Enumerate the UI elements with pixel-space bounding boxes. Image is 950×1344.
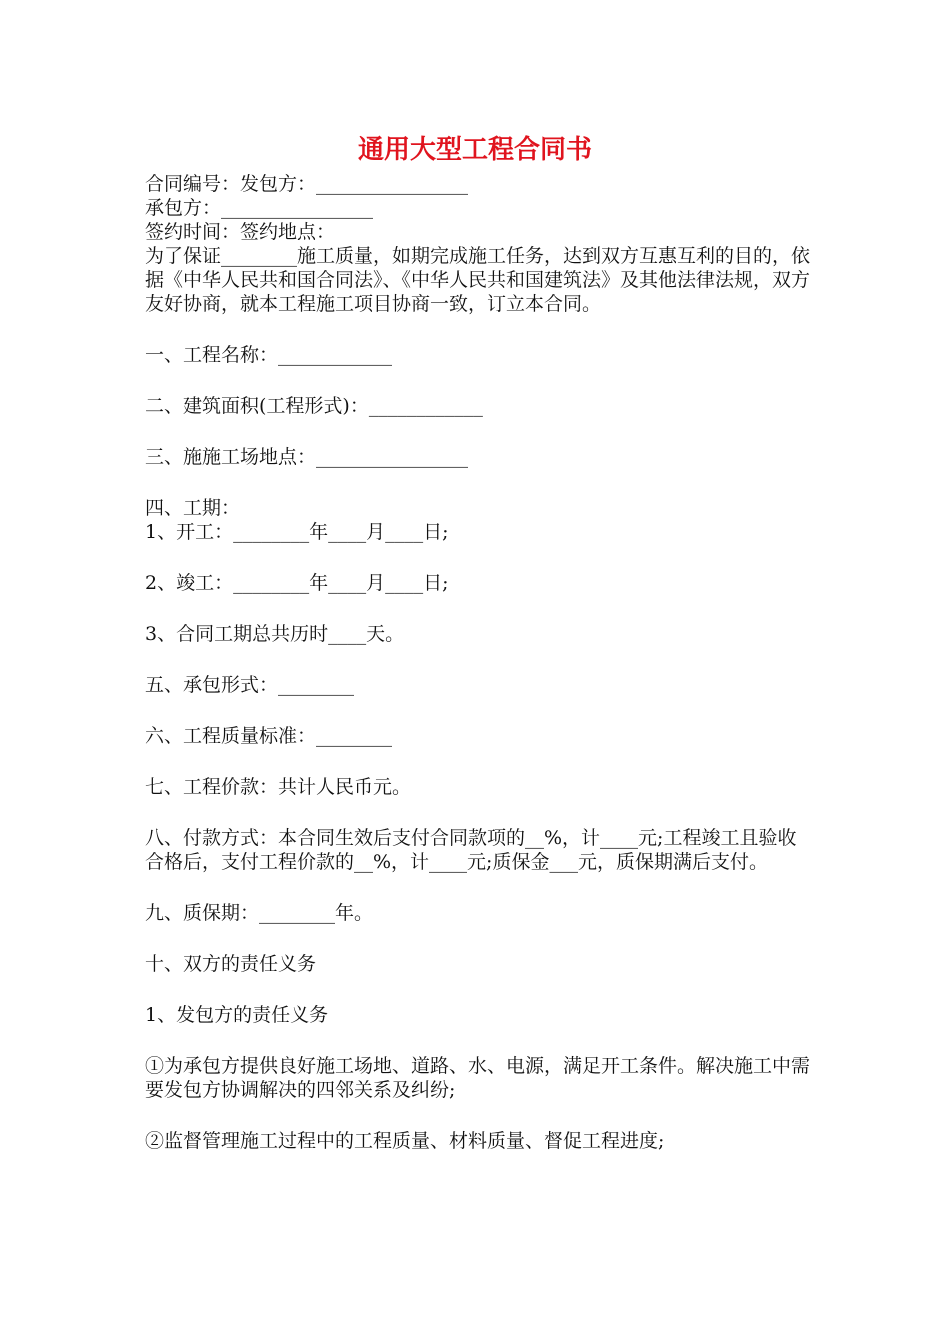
paragraph-spacer — [145, 469, 815, 496]
document-title: 通用大型工程合同书 — [357, 135, 592, 165]
paragraph-spacer — [145, 367, 815, 394]
clause-schedule-heading: 四、工期： — [145, 497, 241, 519]
paragraph-spacer — [145, 1102, 815, 1129]
paragraph-spacer — [145, 925, 815, 952]
schedule-completion-date: 2、竣工：________年____月____日; — [145, 572, 449, 594]
paragraph-spacer — [145, 697, 815, 724]
employer-duty-2: ②监督管理施工过程中的工程质量、材料质量、督促工程进度; — [145, 1130, 665, 1152]
employer-duty-1: ①为承包方提供良好施工场地、道路、水、电源，满足开工条件。解决施工中需要发包方协调解决的四邻关系及纠纷; — [145, 1055, 811, 1101]
clause-site-location: 三、施施工场地点：________________ — [145, 446, 469, 468]
contract-number-line: 合同编号：发包方：________________ — [145, 173, 469, 195]
paragraph-spacer — [145, 1027, 815, 1054]
clause-building-area: 二、建筑面积(工程形式)：____________ — [145, 395, 483, 417]
preamble-paragraph: 为了保证________施工质量，如期完成施工任务，达到双方互惠互利的目的，依据《中华人民共和国合同法》、《中华人民共和国建筑法》及其他法律法规，双方友好协商，就本工程施工项目协商一致，订立本合同。 — [145, 245, 811, 315]
clause-responsibilities: 十、双方的责任义务 — [145, 953, 317, 975]
signing-info-line: 签约时间：签约地点： — [145, 221, 336, 243]
paragraph-spacer — [145, 748, 815, 775]
paragraph-spacer — [145, 316, 815, 343]
paragraph-spacer — [145, 874, 815, 901]
contractor-line: 承包方：________________ — [145, 197, 374, 219]
clause-contract-price: 七、工程价款：共计人民币元。 — [145, 776, 412, 798]
contract-body — [145, 172, 815, 1153]
schedule-start-date: 1、开工：________年____月____日; — [145, 521, 449, 543]
clause-quality-standard: 六、工程质量标准：________ — [145, 725, 393, 747]
clause-project-name: 一、工程名称：____________ — [145, 344, 393, 366]
clause-warranty-period: 九、质保期：________年。 — [145, 902, 374, 924]
paragraph-spacer — [145, 646, 815, 673]
paragraph-spacer — [145, 976, 815, 1003]
clause-contract-form: 五、承包形式：________ — [145, 674, 355, 696]
schedule-total-days: 3、合同工期总共历时____天。 — [145, 623, 405, 645]
paragraph-spacer — [145, 595, 815, 622]
paragraph-spacer — [145, 799, 815, 826]
clause-payment-method: 八、付款方式：本合同生效后支付合同款项的__%，计____元;工程竣工且验收合格后，支付工程价款的__%，计____元;质保金___元，质保期满后支付。 — [145, 827, 797, 873]
employer-responsibilities-heading: 1、发包方的责任义务 — [145, 1004, 329, 1026]
paragraph-spacer — [145, 544, 815, 571]
paragraph-spacer — [145, 418, 815, 445]
